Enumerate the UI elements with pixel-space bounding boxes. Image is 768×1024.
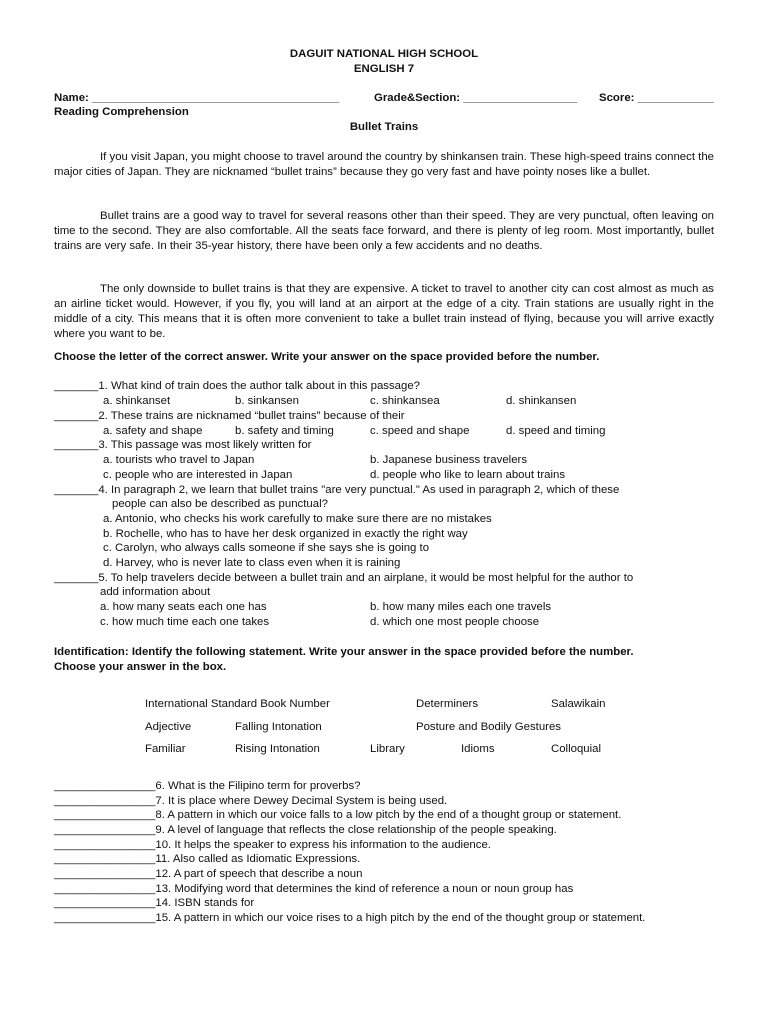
choice-determiners: Determiners <box>416 698 479 710</box>
mc-question-5-continued: add information about <box>100 586 211 598</box>
choice-library: Library <box>370 743 405 755</box>
choice-posture-gestures: Posture and Bodily Gestures <box>416 721 561 733</box>
identification-instruction: Identification: Identify the following statement. Write your answer in the space provided before the number. Choose your answer in the box. <box>54 646 634 673</box>
q4-option-c: c. Carolyn, who always calls someone if she says she is going to <box>103 542 430 554</box>
mc-question-3: _______3. This passage was most likely written for <box>54 439 312 451</box>
q5-option-a: a. how many seats each one has <box>100 601 267 613</box>
choice-isbn: International Standard Book Number <box>145 698 330 710</box>
q3-option-d: d. people who like to learn about trains <box>370 469 566 481</box>
q1-option-d: d. shinkansen <box>506 395 577 407</box>
passage-paragraph-3: The only downside to bullet trains is that they are expensive. A ticket to travel to another city can cost almost as much as an airline ticket would. However, if you fly, you will land at an airport at the edge of a city. Train stations are usually right in the middle of a city. This means that it is often more convenient to take a bullet train instead of flying, because you will arrive exactly where you want to be. <box>54 283 714 340</box>
mc-instruction: Choose the letter of the correct answer. Write your answer on the space provided before the number. <box>54 351 600 363</box>
mc-question-1: _______1. What kind of train does the author talk about in this passage? <box>54 380 421 392</box>
q5-option-b: b. how many miles each one travels <box>370 601 552 613</box>
choice-idioms: Idioms <box>461 743 495 755</box>
q5-option-d: d. which one most people choose <box>370 616 540 628</box>
id-item-8: ________________8. A pattern in which our voice falls to a low pitch by the end of a thought group or statement. <box>54 809 622 821</box>
id-item-7: ________________7. It is place where Dewey Decimal System is being used. <box>54 795 448 807</box>
q3-option-b: b. Japanese business travelers <box>370 454 528 466</box>
q4-option-b: b. Rochelle, who has to have her desk organized in exactly the right way <box>103 528 468 540</box>
choice-falling-intonation: Falling Intonation <box>235 721 322 733</box>
q3-option-c: c. people who are interested in Japan <box>103 469 293 481</box>
id-item-15: ________________15. A pattern in which our voice rises to a high pitch by the end of the thought group or statement. <box>54 912 646 924</box>
section-label: Reading Comprehension <box>54 106 189 118</box>
q4-option-a: a. Antonio, who checks his work carefully to make sure there are no mistakes <box>103 513 492 525</box>
id-item-13: ________________13. Modifying word that determines the kind of reference a noun or noun group has <box>54 883 574 895</box>
id-item-12: ________________12. A part of speech that describe a noun <box>54 868 363 880</box>
q2-option-c: c. speed and shape <box>370 425 470 437</box>
id-item-10: ________________10. It helps the speaker to express his information to the audience. <box>54 839 491 851</box>
choice-familiar: Familiar <box>145 743 186 755</box>
q1-option-c: c. shinkansea <box>370 395 440 407</box>
q2-option-b: b. safety and timing <box>235 425 334 437</box>
id-item-11: ________________11. Also called as Idiomatic Expressions. <box>54 853 361 865</box>
choice-adjective: Adjective <box>145 721 192 733</box>
q3-option-a: a. tourists who travel to Japan <box>103 454 255 466</box>
choice-rising-intonation: Rising Intonation <box>235 743 320 755</box>
passage-paragraph-2: Bullet trains are a good way to travel for several reasons other than their speed. They are very punctual, often leaving on time to the second. They are also comfortable. All the seats face forward, and there is plenty of leg room. Most importantly, bullet trains are very safe. In their 35-year history, there have been only a few accidents and no deaths. <box>54 210 714 252</box>
passage-paragraph-1: If you visit Japan, you might choose to travel around the country by shinkansen train. These high-speed trains connect the major cities of Japan. They are nicknamed “bullet trains” because they go very fast and have pointy noses like a bullet. <box>54 151 714 178</box>
id-item-14: ________________14. ISBN stands for <box>54 897 255 909</box>
choice-colloquial: Colloquial <box>551 743 602 755</box>
q1-option-b: b. sinkansen <box>235 395 299 407</box>
q5-option-c: c. how much time each one takes <box>100 616 270 628</box>
choice-salawikain: Salawikain <box>551 698 606 710</box>
id-item-6: ________________6. What is the Filipino term for proverbs? <box>54 780 361 792</box>
mc-question-2: _______2. These trains are nicknamed “bullet trains” because of their <box>54 410 405 422</box>
score-field: Score: ____________ <box>599 92 714 104</box>
q2-option-a: a. safety and shape <box>103 425 203 437</box>
school-name: DAGUIT NATIONAL HIGH SCHOOL <box>289 48 479 60</box>
mc-question-5: _______5. To help travelers decide between a bullet train and an airplane, it would be most helpful for the author to <box>54 572 634 584</box>
q4-option-d: d. Harvey, who is never late to class even when it is raining <box>103 557 401 569</box>
grade-section-field: Grade&Section: __________________ <box>374 92 578 104</box>
mc-question-4: _______4. In paragraph 2, we learn that bullet trains "are very punctual." As used in paragraph 2, which of these <box>54 484 620 496</box>
q2-option-d: d. speed and timing <box>506 425 606 437</box>
mc-question-4-continued: people can also be described as punctual? <box>112 498 328 510</box>
q1-option-a: a. shinkanset <box>103 395 171 407</box>
subject-name: ENGLISH 7 <box>353 63 415 75</box>
name-field: Name: _______________________________________ <box>54 92 340 104</box>
passage-title: Bullet Trains <box>349 121 419 133</box>
id-item-9: ________________9. A level of language that reflects the close relationship of the people speaking. <box>54 824 557 836</box>
